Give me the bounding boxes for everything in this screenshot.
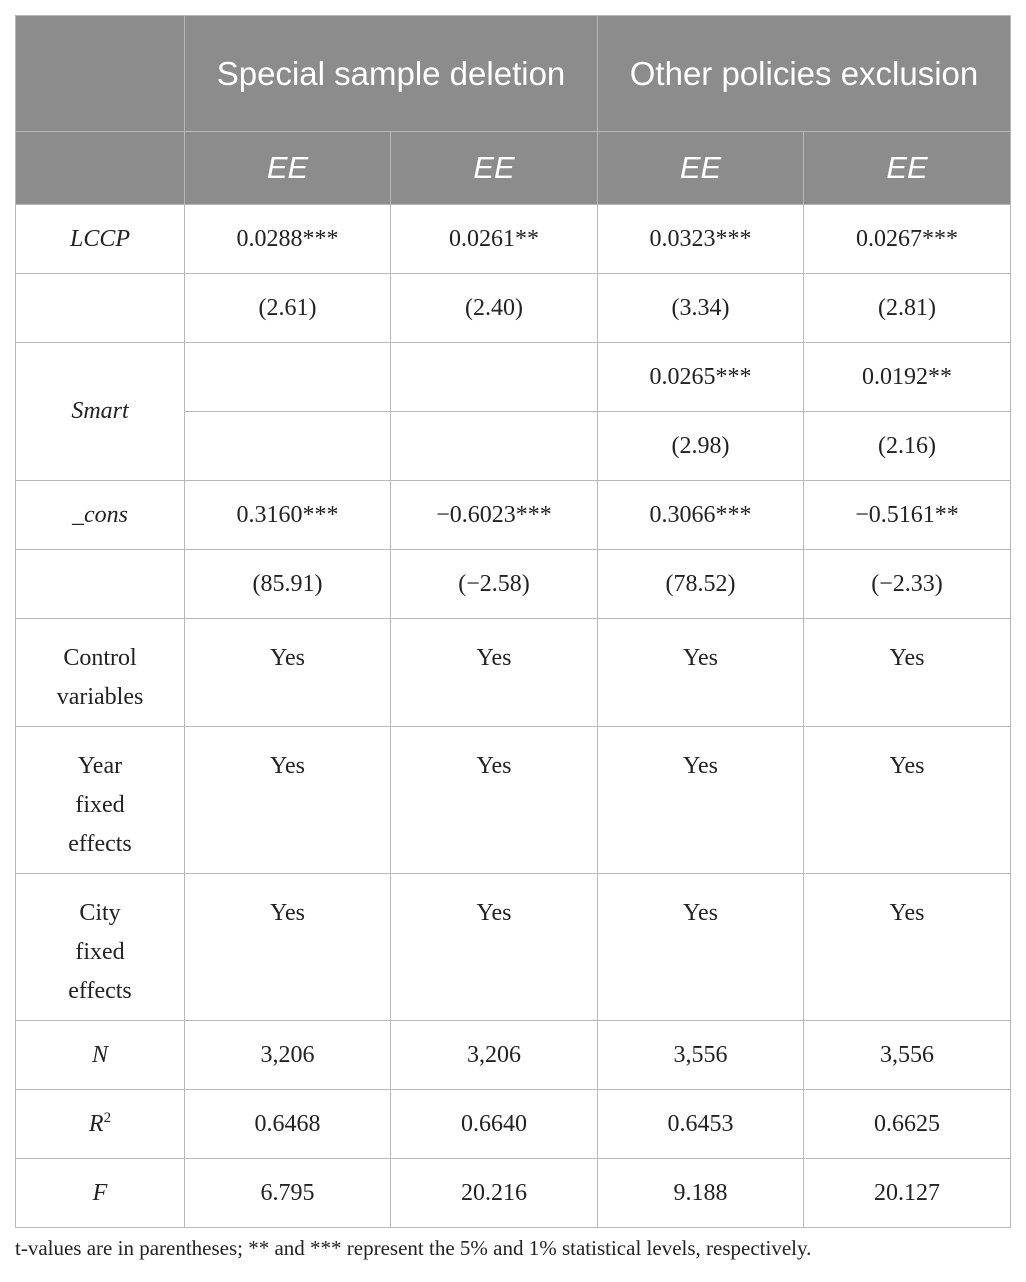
column-header-1: EE xyxy=(185,132,391,205)
row-lccp-coef xyxy=(16,205,1011,274)
cell-lccp-coef-2: 0.0261** xyxy=(391,205,598,274)
row-label-f: F xyxy=(16,1159,185,1228)
r-squared-symbol: R xyxy=(88,1111,104,1137)
cell-smart-coef-4: 0.0192** xyxy=(804,343,1011,412)
row-f xyxy=(16,1159,1011,1228)
column-header-2: EE xyxy=(391,132,598,205)
cell-lccp-t-2: (2.40) xyxy=(391,274,598,343)
cell-lccp-coef-3: 0.0323*** xyxy=(598,205,804,274)
header-group-special-sample-deletion: Special sample deletion xyxy=(185,16,598,132)
cell-year-fe-3: Yes xyxy=(598,727,804,874)
table-footnote: t-values are in parentheses; ** and *** represent the 5% and 1% statistical levels, respectively. xyxy=(15,1236,812,1260)
row-label-control-variables: Control variables xyxy=(16,619,185,727)
cell-cons-coef-1: 0.3160*** xyxy=(185,481,391,550)
cell-controls-2: Yes xyxy=(391,619,598,727)
cell-n-3: 3,556 xyxy=(598,1021,804,1090)
header-row-columns xyxy=(16,132,1011,205)
column-header-4: EE xyxy=(804,132,1011,205)
cell-f-2: 20.216 xyxy=(391,1159,598,1228)
cell-lccp-coef-4: 0.0267*** xyxy=(804,205,1011,274)
row-n xyxy=(16,1021,1011,1090)
row-label-empty xyxy=(16,550,185,619)
row-label-lccp: LCCP xyxy=(16,205,185,274)
cell-controls-3: Yes xyxy=(598,619,804,727)
cell-r2-3: 0.6453 xyxy=(598,1090,804,1159)
cell-n-1: 3,206 xyxy=(185,1021,391,1090)
row-label-city-fixed-effects: City fixed effects xyxy=(16,874,185,1021)
row-cons-t xyxy=(16,550,1011,619)
cell-smart-t-1 xyxy=(185,412,391,481)
cell-n-4: 3,556 xyxy=(804,1021,1011,1090)
cell-lccp-t-3: (3.34) xyxy=(598,274,804,343)
row-r-squared xyxy=(16,1090,1011,1159)
header-group-other-policies-exclusion: Other policies exclusion xyxy=(598,16,1011,132)
cell-city-fe-4: Yes xyxy=(804,874,1011,1021)
header-row-groups xyxy=(16,16,1011,132)
row-label-cons: _cons xyxy=(16,481,185,550)
row-label-r-squared xyxy=(16,1090,185,1159)
cell-smart-t-4: (2.16) xyxy=(804,412,1011,481)
cell-r2-1: 0.6468 xyxy=(185,1090,391,1159)
regression-table xyxy=(15,15,1011,1228)
cell-cons-t-2: (−2.58) xyxy=(391,550,598,619)
cell-city-fe-1: Yes xyxy=(185,874,391,1021)
cell-lccp-coef-1: 0.0288*** xyxy=(185,205,391,274)
cell-controls-4: Yes xyxy=(804,619,1011,727)
cell-r2-4: 0.6625 xyxy=(804,1090,1011,1159)
row-city-fixed-effects xyxy=(16,874,1011,1021)
row-label-empty xyxy=(16,274,185,343)
row-control-variables xyxy=(16,619,1011,727)
cell-n-2: 3,206 xyxy=(391,1021,598,1090)
cell-year-fe-1: Yes xyxy=(185,727,391,874)
row-smart-coef xyxy=(16,343,1011,412)
cell-year-fe-2: Yes xyxy=(391,727,598,874)
row-year-fixed-effects xyxy=(16,727,1011,874)
cell-city-fe-3: Yes xyxy=(598,874,804,1021)
header-corner-2 xyxy=(16,132,185,205)
cell-smart-coef-3: 0.0265*** xyxy=(598,343,804,412)
column-header-3: EE xyxy=(598,132,804,205)
row-cons-coef xyxy=(16,481,1011,550)
cell-cons-coef-4: −0.5161** xyxy=(804,481,1011,550)
r-squared-superscript: 2 xyxy=(103,1110,112,1126)
cell-cons-t-4: (−2.33) xyxy=(804,550,1011,619)
cell-f-1: 6.795 xyxy=(185,1159,391,1228)
cell-city-fe-2: Yes xyxy=(391,874,598,1021)
cell-year-fe-4: Yes xyxy=(804,727,1011,874)
cell-controls-1: Yes xyxy=(185,619,391,727)
cell-smart-t-2 xyxy=(391,412,598,481)
header-corner xyxy=(16,16,185,132)
cell-smart-coef-2 xyxy=(391,343,598,412)
row-lccp-t xyxy=(16,274,1011,343)
cell-lccp-t-1: (2.61) xyxy=(185,274,391,343)
cell-smart-coef-1 xyxy=(185,343,391,412)
cell-lccp-t-4: (2.81) xyxy=(804,274,1011,343)
cell-f-3: 9.188 xyxy=(598,1159,804,1228)
cell-smart-t-3: (2.98) xyxy=(598,412,804,481)
row-label-n: N xyxy=(16,1021,185,1090)
row-label-smart: Smart xyxy=(16,343,185,481)
cell-cons-coef-3: 0.3066*** xyxy=(598,481,804,550)
cell-r2-2: 0.6640 xyxy=(391,1090,598,1159)
row-label-year-fixed-effects: Year fixed effects xyxy=(16,727,185,874)
cell-cons-coef-2: −0.6023*** xyxy=(391,481,598,550)
cell-f-4: 20.127 xyxy=(804,1159,1011,1228)
cell-cons-t-1: (85.91) xyxy=(185,550,391,619)
cell-cons-t-3: (78.52) xyxy=(598,550,804,619)
